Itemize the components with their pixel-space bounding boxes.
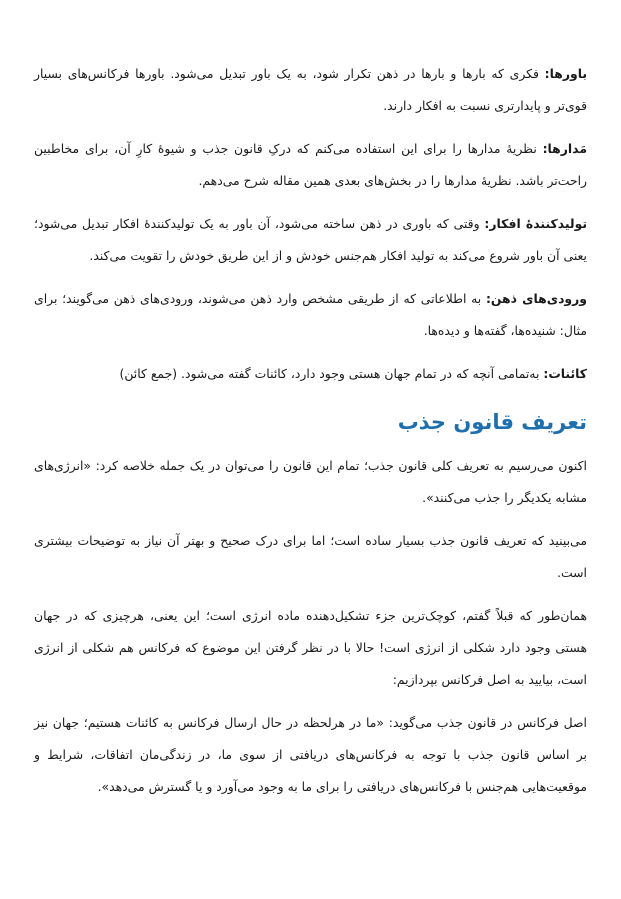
definition-beliefs [34, 58, 587, 122]
definition-term: تولیدکنندهٔ افکار: [484, 216, 588, 231]
definition-thought-generator [34, 208, 587, 272]
document-page [34, 58, 587, 814]
paragraph: همان‌طور که قبلاً گفتم، کوچک‌ترین جزء تشکیل‌دهنده ماده انرژی است؛ این یعنی، هرچیزی که در جهان هستی وجود دارد شکلی از انرژی است! حالا با در نظر گرفتن این موضوع که فرکانس هم شکلی از انرژی است، بیایید به اصل فرکانس بپردازیم: [34, 608, 587, 687]
definition-text: وقتی که باوری در ذهن ساخته می‌شود، آن باور به یک تولیدکنندهٔ افکار تبدیل می‌شود؛ یعنی آن باور شروع می‌کند به تولید افکار هم‌جنس خودش و از این طریق خودش را تقویت می‌کند. [34, 216, 587, 263]
definition-text: نظریهٔ مدارها را برای این استفاده می‌کنم که درکِ قانون جذب و شیوهٔ کارِ آن، برای مخاطبین راحت‌تر باشد. نظریهٔ مدارها را در بخش‌های بعدی همین مقاله شرح می‌دهم. [34, 141, 587, 188]
definition-orbits [34, 133, 587, 197]
definition-universe [34, 358, 587, 390]
paragraph: اکنون می‌رسیم به تعریف کلی قانون جذب؛ تمام این قانون را می‌توان در یک جمله خلاصه کرد: «انرژی‌های مشابه یکدیگر را جذب می‌کنند». [34, 458, 587, 505]
section-heading: تعریف قانون جذب [397, 410, 587, 434]
definition-text: به اطلاعاتی که از طریقی مشخص وارد ذهن می‌شوند، ورودی‌های ذهن می‌گویند؛ برای مثال: شنیده‌ها، گفته‌ها و دیده‌ها. [34, 291, 587, 338]
definition-text: به‌تمامی آنچه که در تمام جهان هستی وجود دارد، کائنات گفته می‌شود. (جمع کائن) [119, 366, 540, 381]
definition-text: فکری که بارها و بارها در ذهن تکرار شود، به یک باور تبدیل می‌شود. باورها فرکانس‌های بسیار قوی‌تر و پایدارتری نسبت به افکار دارند. [34, 66, 587, 113]
definition-term: مَدارها: [542, 141, 587, 156]
paragraph: اصل فرکانس در قانون جذب می‌گوید: «ما در هرلحظه در حال ارسال فرکانس به کائنات هستیم؛ جهان نیز بر اساس قانون جذب با توجه به فرکانس‌های دریافتی از سوی ما، در زندگی‌مان اتفاقات، شرایط و موقعیت‌هایی هم‌جنس با فرکانس‌های دریافتی را برای ما به وجود می‌آورد و یا گسترش می‌دهد». [34, 715, 587, 794]
definition-mind-inputs [34, 283, 587, 347]
definition-term: باورها: [544, 66, 587, 81]
definition-term: کائنات: [543, 366, 587, 381]
definition-term: ورودی‌های ذهن: [485, 291, 587, 306]
paragraph: می‌بینید که تعریف قانون جذب بسیار ساده است؛ اما برای درک صحیح و بهتر آن نیاز به توضیحات بیشتری است. [34, 533, 587, 580]
